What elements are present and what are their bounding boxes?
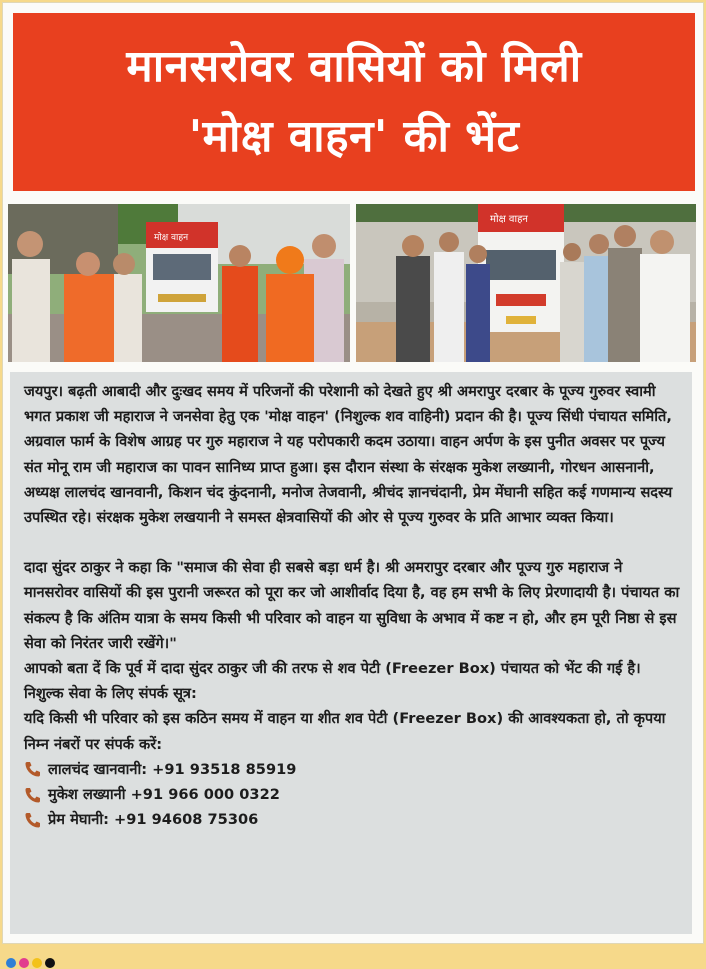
headline-line-2: 'मोक्ष वाहन' की भेंट [188, 111, 520, 162]
van-sign-text: मोक्ष वाहन [154, 233, 189, 243]
headline-banner [13, 13, 695, 191]
phone-icon [24, 786, 42, 804]
article-paragraph-1: जयपुर। बढ़ती आबादी और दुःखद समय में परिजनों की परेशानी को देखते हुए श्री अमरापुर दरबार के पूज्य गुरुवर स्वामी भगत प्रकाश जी महाराज ने जनसेवा हेतु एक 'मोक्ष वाहन' (निशुल्क शव वाहिनी) प्रदान की है। पूज्य सिंधी पंचायत समिति, अग्रवाल फार्म के विशेष आग्रह पर गुरु महाराज ने यह परोपकारी कदम उठाया। वाहन अर्पण के इस पुनीत अवसर पर पूज्य संत मोनू राम जी महाराज का पावन सानिध्य प्राप्त हुआ। इस दौरान संस्था के संरक्षक मुकेश लख्यानी, गोरधन आसनानी, अध्यक्ष लालचंद खानवानी, किशन चंद कुंदनानी, मनोज तेजवानी, श्रीचंद ज्ञानचंदानी, प्रेम मेंघानी सहित कई गणमान्य सदस्य उपस्थित रहे। संरक्षक मुकेश लखयानी ने समस्त क्षेत्रवासियों की ओर से पूज्य गुरुवर के प्रति आभार व्यक्त किया। [24, 383, 673, 527]
decorative-dots [6, 958, 55, 968]
article-paragraph-2: दादा सुंदर ठाकुर ने कहा कि "समाज की सेवा ही सबसे बड़ा धर्म है। श्री अमरापुर दरबार और पूज्य गुरु महाराज ने मानसरोवर वासियों की इस पुरानी जरूरत को पूरा कर जो आशीर्वाद दिया है, वह हम सभी के लिए प्रेरणादायी है। पंचायत का संकल्प है कि अंतिम यात्रा के समय किसी भी परिवार को वाहन या सुविधा के अभाव में कष्ट न हो, और हम पूरी निष्ठा से इस सेवा को निरंतर जारी रखेंगे।" [24, 559, 680, 652]
paragraph-spacer [24, 530, 680, 555]
dot-yellow [32, 958, 42, 968]
article-paragraph-3: आपको बता दें कि पूर्व में दादा सुंदर ठाकुर जी की तरफ से शव पेटी (Freezer Box) पंचायत को भेंट की गई है। [24, 660, 641, 678]
phone-icon [24, 811, 42, 829]
contact-text: प्रेम मेघानी: +91 94608 75306 [48, 811, 259, 829]
contact-text: लालचंद खानवानी: +91 93518 85919 [48, 760, 297, 778]
van-sign-text-right: मोक्ष वाहन [490, 214, 528, 225]
contact-heading: निशुल्क सेवा के लिए संपर्क सूत्र: [24, 685, 197, 703]
phone-icon [24, 760, 42, 778]
contact-intro: यदि किसी भी परिवार को इस कठिन समय में वाहन या शीत शव पेटी (Freezer Box) की आवश्यकता हो, तो कृपया निम्न नंबरों पर संपर्क करें: [24, 710, 666, 753]
photo-inauguration-left [8, 204, 350, 362]
contact-item [24, 782, 680, 807]
photo-inauguration-right [356, 204, 696, 362]
article-panel [10, 372, 692, 934]
dot-black [45, 958, 55, 968]
dot-blue [6, 958, 16, 968]
contact-item [24, 807, 680, 832]
contact-item [24, 757, 680, 782]
headline-line-1: मानसरोवर वासियों को मिली [126, 41, 582, 92]
dot-pink [19, 958, 29, 968]
contact-text: मुकेश लख्यानी +91 966 000 0322 [48, 786, 280, 804]
